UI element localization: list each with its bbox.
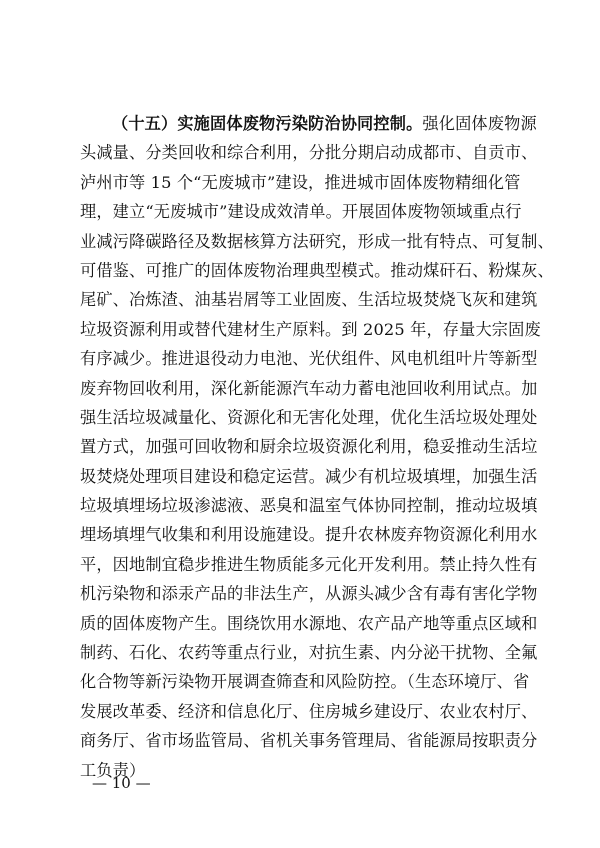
paragraph-line: 商务厅、省市场监管局、省机关事务管理局、省能源局按职责分 bbox=[80, 731, 538, 751]
paragraph-line: 业减污降碳路径及数据核算方法研究，形成一批有特点、可复制、 bbox=[80, 231, 554, 251]
paragraph-line: 平，因地制宜稳步推进生物质能多元化开发利用。禁止持久性有 bbox=[80, 554, 538, 574]
paragraph-line: 头减量、分类回收和综合利用，分批分期启动成都市、自贡市、 bbox=[80, 143, 538, 163]
paragraph-first-line bbox=[80, 109, 537, 138]
paragraph-line: 化合物等新污染物开展调查筛查和风险防控。（生态环境厅、省 bbox=[80, 672, 530, 692]
paragraph-line: 置方式，加强可回收物和厨余垃圾资源化利用，稳妥推动生活垃 bbox=[80, 437, 538, 457]
paragraph-line: 垃圾填埋场垃圾渗滤液、恶臭和温室气体协同控制，推动垃圾填 bbox=[80, 496, 538, 516]
page-number: — 10 — bbox=[92, 774, 151, 792]
paragraph-line: 泸州市等 15 个“无废城市”建设，推进城市固体废物精细化管 bbox=[80, 172, 521, 192]
paragraph-line: 强生活垃圾减量化、资源化和无害化处理，优化生活垃圾处理处 bbox=[80, 407, 538, 427]
paragraph-line: 尾矿、冶炼渣、油基岩屑等工业固废、生活垃圾焚烧飞灰和建筑 bbox=[80, 290, 538, 310]
paragraph-line: 圾焚烧处理项目建设和稳定运营。减少有机垃圾填埋，加强生活 bbox=[80, 466, 538, 486]
paragraph-line: 埋场填埋气收集和利用设施建设。提升农林废弃物资源化利用水 bbox=[80, 525, 538, 545]
paragraph-line: 有序减少。推进退役动力电池、光伏组件、风电机组叶片等新型 bbox=[80, 349, 538, 369]
body-paragraph bbox=[80, 109, 554, 785]
paragraph-line: 质的固体废物产生。围绕饮用水源地、农产品产地等重点区域和 bbox=[80, 613, 538, 633]
paragraph-line: 发展改革委、经济和信息化厅、住房城乡建设厅、农业农村厅、 bbox=[80, 701, 538, 721]
paragraph-line: 理，建立“无废城市”建设成效清单。开展固体废物领域重点行 bbox=[80, 202, 522, 222]
paragraph-line: 工负责） bbox=[80, 760, 146, 780]
section-heading: （十五）实施固体废物污染防治协同控制。 bbox=[112, 114, 423, 133]
paragraph-line: 制药、石化、农药等重点行业，对抗生素、内分泌干扰物、全氟 bbox=[80, 643, 538, 663]
paragraph-line: 可借鉴、可推广的固体废物治理典型模式。推动煤矸石、粉煤灰、 bbox=[80, 260, 554, 280]
paragraph-line: 强化固体废物源 bbox=[422, 114, 537, 133]
paragraph-line: 机污染物和添汞产品的非法生产，从源头减少含有毒有害化学物 bbox=[80, 584, 538, 604]
paragraph-line: 垃圾资源利用或替代建材生产原料。到 2025 年，存量大宗固废 bbox=[80, 319, 541, 339]
paragraph-line: 废弃物回收利用，深化新能源汽车动力蓄电池回收利用试点。加 bbox=[80, 378, 538, 398]
